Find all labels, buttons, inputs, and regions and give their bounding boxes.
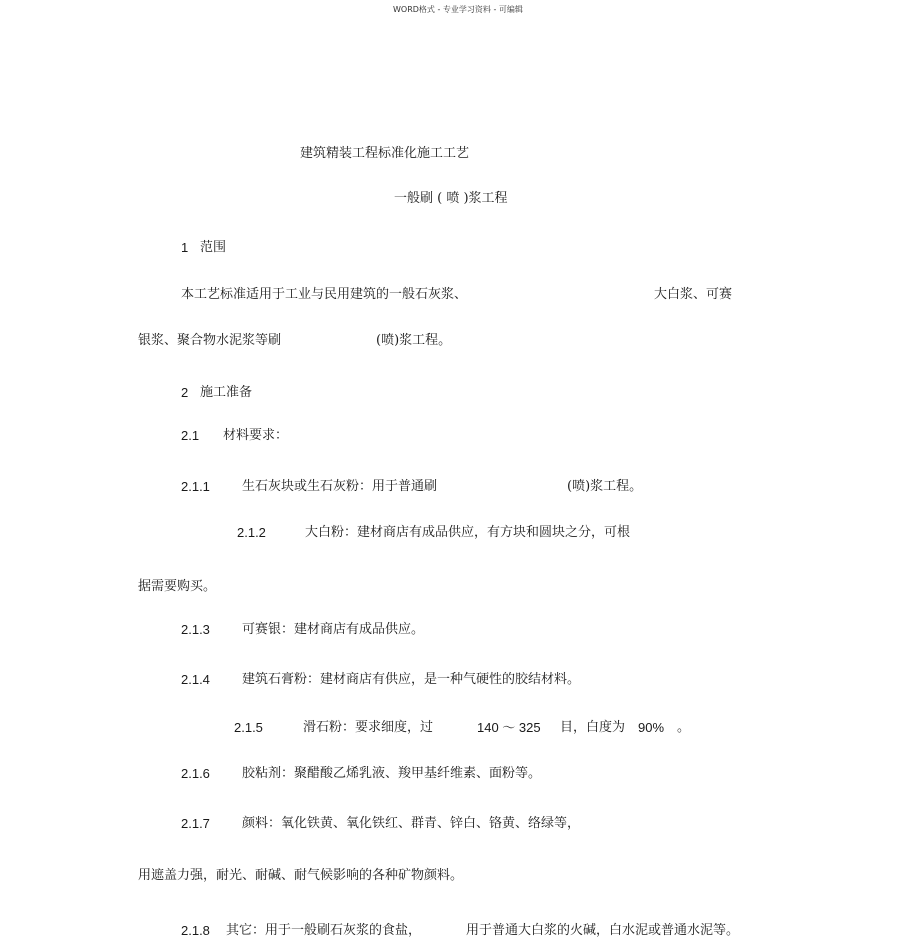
item-number: 2.1.3 <box>181 622 210 637</box>
section-label: 施工准备 <box>200 385 253 400</box>
item-text: 。 <box>677 720 691 735</box>
item-number: 2.1.6 <box>181 766 210 781</box>
item-text: 生石灰块或生石灰粉：用于普通刷 <box>242 479 438 494</box>
item-number: 2.1.4 <box>181 672 210 687</box>
item-text: (喷)浆工程。 <box>567 479 643 494</box>
section-number: 2.1 <box>181 428 200 443</box>
document-title: 建筑精装工程标准化施工工艺 <box>300 146 470 161</box>
item-text: 建筑石膏粉：建材商店有供应，是一种气硬性的胶结材料。 <box>242 672 581 687</box>
item-text: 颜料：氧化铁黄、氧化铁红、群青、锌白、铬黄、络绿等， <box>242 816 581 831</box>
section-number: 2 <box>181 385 189 400</box>
section-label: 范围 <box>200 240 227 255</box>
section-number: 1 <box>181 240 189 255</box>
section-label: 材料要求： <box>223 428 289 443</box>
item-text: 目，白度为 <box>560 720 626 735</box>
item-number: 2.1.8 <box>181 923 210 938</box>
item-number: 2.1.2 <box>237 525 266 540</box>
item-text: 其它：用于一般刷石灰浆的食盐， <box>226 923 422 938</box>
item-text: 胶粘剂：聚醋酸乙烯乳液、羧甲基纤维素、面粉等。 <box>242 766 542 781</box>
document-subtitle: 一般刷 ( 喷 )浆工程 <box>394 191 508 206</box>
page-header: WORD格式 - 专业学习资料 - 可编辑 <box>393 5 523 14</box>
item-number: 2.1.1 <box>181 479 210 494</box>
item-text: 大白粉：建材商店有成品供应，有方块和圆块之分，可根 <box>305 525 631 540</box>
item-text: 滑石粉：要求细度，过 <box>303 720 434 735</box>
item-text: 用于普通大白浆的火碱，白水泥或普通水泥等。 <box>466 923 740 938</box>
paragraph-text: 本工艺标准适用于工业与民用建筑的一般石灰浆、 <box>181 287 468 302</box>
item-text: 用遮盖力强，耐光、耐碱、耐气候影响的各种矿物颜料。 <box>138 868 464 883</box>
paragraph-text: (喷)浆工程。 <box>376 333 452 348</box>
item-number: 2.1.7 <box>181 816 210 831</box>
mesh-range: 140 ～ 325 <box>477 720 541 735</box>
paragraph-text: 银浆、聚合物水泥浆等刷 <box>138 333 282 348</box>
paragraph-text: 大白浆、可赛 <box>654 287 733 302</box>
item-text: 可赛银：建材商店有成品供应。 <box>242 622 425 637</box>
item-text: 据需要购买。 <box>138 579 217 594</box>
whiteness-percent: 90% <box>638 720 665 735</box>
item-number: 2.1.5 <box>234 720 263 735</box>
